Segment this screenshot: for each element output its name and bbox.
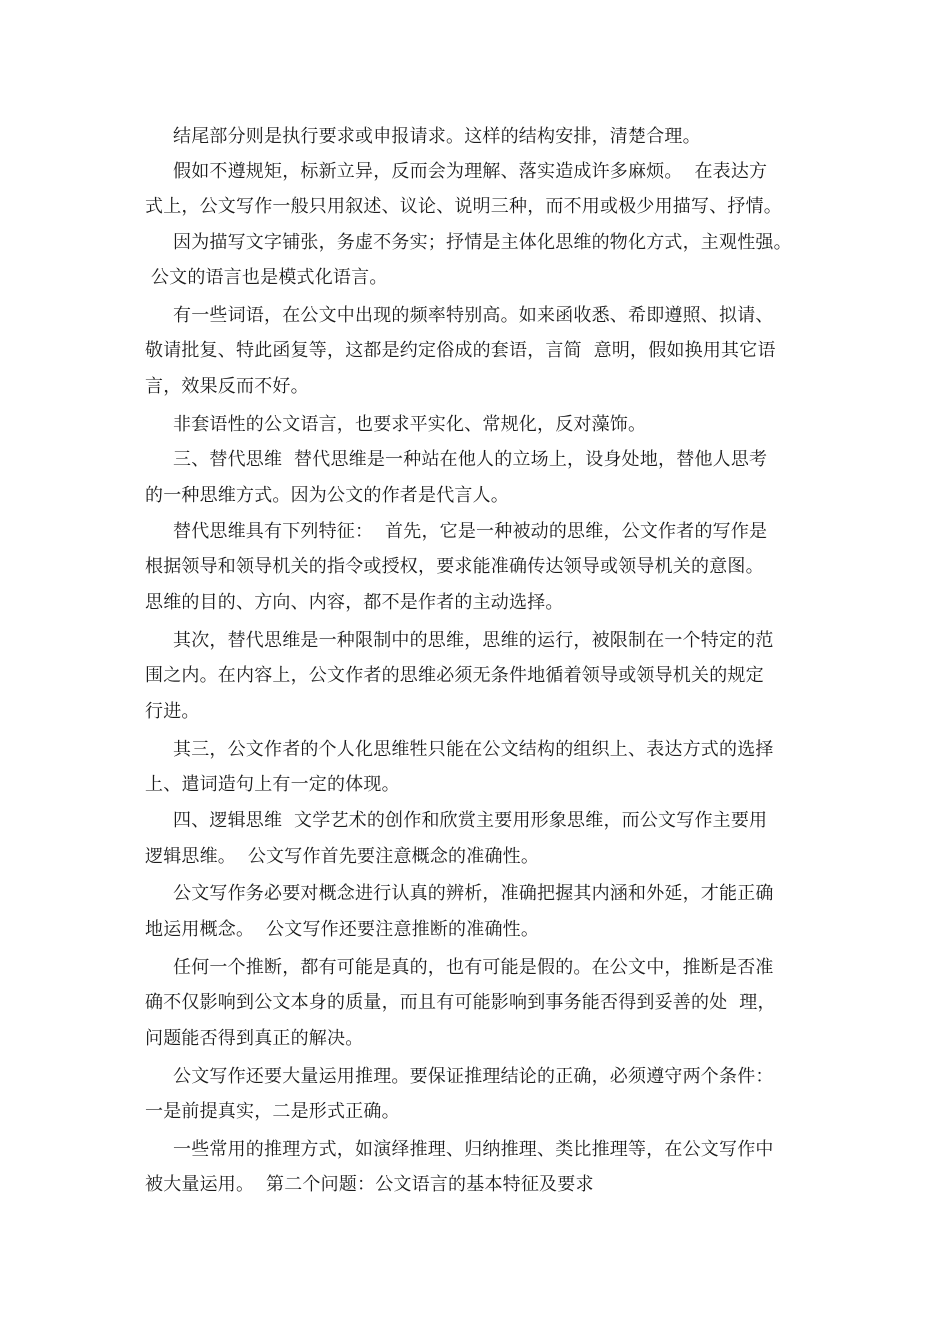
- text-line: 上、遣词造句上有一定的体现。: [145, 774, 400, 795]
- text-line: 有一些词语，在公文中出现的频率特别高。如来函收悉、希即遵照、拟请、: [173, 305, 774, 326]
- text-line: 根据领导和领导机关的指令或授权，要求能准确传达领导或领导机关的意图。: [145, 556, 764, 577]
- text-line: 结尾部分则是执行要求或申报请求。这样的结构安排，清楚合理。: [173, 126, 701, 147]
- text-line: 三、替代思维 替代思维是一种站在他人的立场上，设身处地，替他人思考: [173, 449, 768, 470]
- text-line: 的一种思维方式。因为公文的作者是代言人。: [145, 485, 509, 506]
- text-line: 确不仅影响到公文本身的质量，而且有可能影响到事务能否得到妥善的处 理，: [145, 992, 776, 1013]
- text-line: 行进。: [145, 701, 200, 722]
- text-line: 言，效果反而不好。: [145, 376, 309, 397]
- text-line: 其三，公文作者的个人化思维牲只能在公文结构的组织上、表达方式的选择: [173, 739, 774, 760]
- text-line: 式上，公文写作一般只用叙述、议论、说明三种，而不用或极少用描写、抒情。: [145, 196, 782, 217]
- text-line: 围之内。在内容上，公文作者的思维必须无条件地循着领导或领导机关的规定: [145, 665, 764, 686]
- text-line: 其次，替代思维是一种限制中的思维，思维的运行，被限制在一个特定的范: [173, 630, 774, 651]
- text-line: 问题能否得到真正的解决。: [145, 1028, 364, 1049]
- text-line: 公文的语言也是模式化语言。: [145, 267, 388, 288]
- text-line: 敬请批复、特此函复等，这都是约定俗成的套语，言简 意明，假如换用其它语: [145, 340, 776, 361]
- text-line: 非套语性的公文语言，也要求平实化、常规化，反对藻饰。: [173, 414, 647, 435]
- text-line: 公文写作还要大量运用推理。要保证推理结论的正确，必须遵守两个条件：: [173, 1066, 774, 1087]
- text-line: 任何一个推断，都有可能是真的，也有可能是假的。在公文中，推断是否准: [173, 957, 774, 978]
- text-line: 因为描写文字铺张，务虚不务实；抒情是主体化思维的物化方式，主观性强。: [173, 232, 792, 253]
- text-line: 四、逻辑思维 文学艺术的创作和欣赏主要用形象思维，而公文写作主要用: [173, 810, 768, 831]
- text-line: 逻辑思维。 公文写作首先要注意概念的准确性。: [145, 846, 540, 867]
- text-line: 替代思维具有下列特征： 首先，它是一种被动的思维，公文作者的写作是: [173, 521, 768, 542]
- text-line: 被大量运用。 第二个问题：公文语言的基本特征及要求: [145, 1174, 594, 1195]
- text-line: 思维的目的、方向、内容，都不是作者的主动选择。: [145, 592, 564, 613]
- text-line: 一些常用的推理方式，如演绎推理、归纳推理、类比推理等，在公文写作中: [173, 1139, 774, 1160]
- text-line: 一是前提真实，二是形式正确。: [145, 1101, 400, 1122]
- text-line: 公文写作务必要对概念进行认真的辨析，准确把握其内涵和外延，才能正确: [173, 883, 774, 904]
- text-line: 假如不遵规矩，标新立异，反而会为理解、落实造成许多麻烦。 在表达方: [173, 161, 768, 182]
- text-line: 地运用概念。 公文写作还要注意推断的准确性。: [145, 919, 540, 940]
